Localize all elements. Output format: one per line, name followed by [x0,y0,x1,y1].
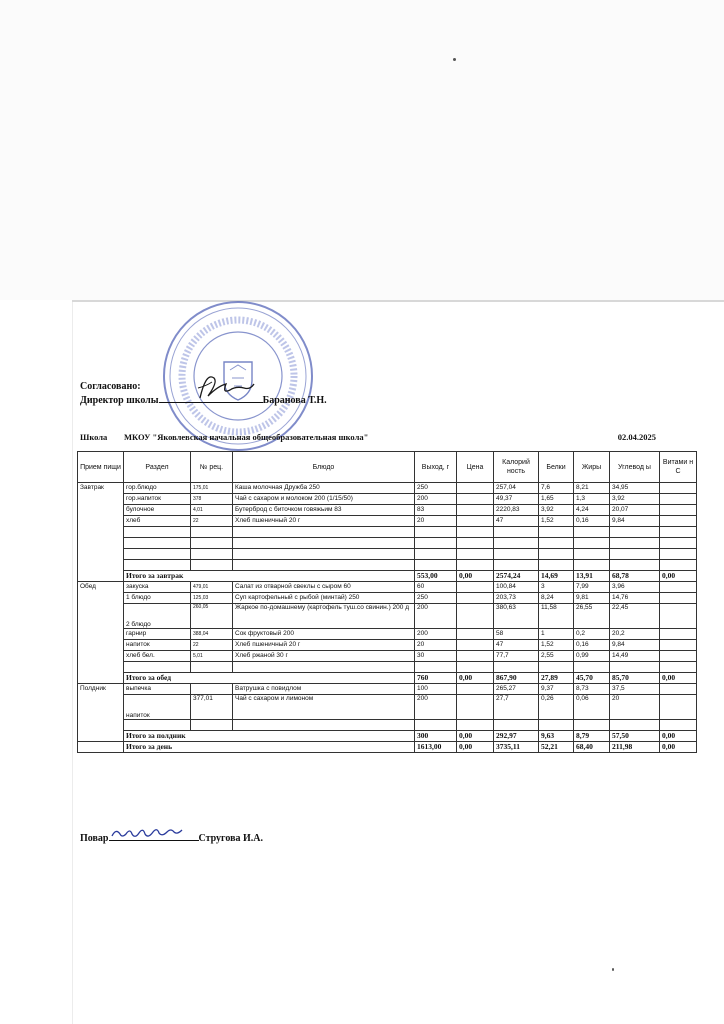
col-fats: Жиры [574,452,610,483]
cell-fats: 8,21 [574,483,610,494]
cell-carbs: 3,92 [610,494,660,505]
cell-output: 200 [415,604,457,629]
total-price: 0,00 [457,731,494,742]
cell-proteins: 2,55 [539,651,574,662]
empty-row [78,560,697,571]
cell-fats: 9,81 [574,593,610,604]
cell-calories: 58 [494,629,539,640]
cell-section: 1 блюдо [124,593,191,604]
cell-dish: Хлеб ржаной 30 г [233,651,415,662]
cell-vitamin [660,604,697,629]
cell-carbs: 14,76 [610,593,660,604]
cell-output: 200 [415,629,457,640]
col-output: Выход, г [415,452,457,483]
total-label: Итого за обед [124,673,415,684]
col-calories: Калорий ность [494,452,539,483]
cell-vitamin [660,516,697,527]
cell-recipe: 260,05 [191,604,233,629]
school-name: МКОУ "Яковлевская начальная общеобразовательная школа" [124,432,369,442]
cell-calories: 2220,83 [494,505,539,516]
total-proteins: 14,69 [539,571,574,582]
col-recipe: № рец. [191,452,233,483]
col-proteins: Белки [539,452,574,483]
cell-proteins: 7,6 [539,483,574,494]
table-row [78,505,697,516]
cell-vitamin [660,684,697,695]
col-price: Цена [457,452,494,483]
cell-carbs: 20,2 [610,629,660,640]
total-fats: 68,40 [574,742,610,753]
cell-carbs: 9,84 [610,640,660,651]
total-output: 300 [415,731,457,742]
total-calories: 867,90 [494,673,539,684]
table-row [78,494,697,505]
meal-breakfast: Завтрак [78,483,124,582]
cell-vitamin [660,593,697,604]
cell-price [457,516,494,527]
total-carbs: 85,70 [610,673,660,684]
total-vitamin: 0,00 [660,731,697,742]
table-header-row [78,452,697,483]
total-label: Итого за день [124,742,415,753]
cell-output: 200 [415,695,457,720]
table-row [78,604,697,629]
total-proteins: 27,89 [539,673,574,684]
table-row [78,695,697,720]
cook-name: Стругова И.А. [198,833,263,844]
paper-edge [72,302,73,1024]
cell-calories: 257,04 [494,483,539,494]
cell-vitamin [660,640,697,651]
total-fats: 45,70 [574,673,610,684]
cook-signature-icon [106,822,198,844]
table-row [78,629,697,640]
cell-proteins: 11,58 [539,604,574,629]
cell-output: 20 [415,640,457,651]
cell-dish: Чай с сахаром и лимоном [233,695,415,720]
cell-dish: Ватрушка с повидлом [233,684,415,695]
cell-fats: 8,73 [574,684,610,695]
total-row-snack [78,731,697,742]
cell-vitamin [660,582,697,593]
cell-proteins: 9,37 [539,684,574,695]
cell-carbs: 20,07 [610,505,660,516]
cell-price [457,684,494,695]
empty-row [78,527,697,538]
total-carbs: 57,50 [610,731,660,742]
cell-calories: 203,73 [494,593,539,604]
total-price: 0,00 [457,673,494,684]
total-label: Итого за завтрак [124,571,415,582]
cell-dish: Чай с сахаром и молоком 200 (1/15/50) [233,494,415,505]
empty-row [78,538,697,549]
school-info-line [80,432,670,442]
table-row [78,640,697,651]
cell-section: напиток [124,695,191,720]
cell-carbs: 37,5 [610,684,660,695]
col-section: Раздел [124,452,191,483]
cell-output: 83 [415,505,457,516]
cell-proteins: 1,65 [539,494,574,505]
table-row [78,483,697,494]
menu-date: 02.04.2025 [617,432,656,442]
total-row-day [78,742,697,753]
cell-section: гарнир [124,629,191,640]
cell-price [457,640,494,651]
total-price: 0,00 [457,742,494,753]
table-row [78,582,697,593]
cell-output: 250 [415,483,457,494]
total-output: 1613,00 [415,742,457,753]
empty-row [78,549,697,560]
cell-dish: Сок фруктовый 200 [233,629,415,640]
cell-recipe: 479,01 [191,582,233,593]
total-row-breakfast [78,571,697,582]
cell-fats: 1,3 [574,494,610,505]
cell-section: хлеб бел. [124,651,191,662]
cell-dish: Суп картофельный с рыбой (минтай) 250 [233,593,415,604]
cell-dish: Жаркое по-домашнему (картофель туш.со свинин.) 200 д [233,604,415,629]
cell-section: хлеб [124,516,191,527]
cell-dish: Хлеб пшеничный 20 г [233,640,415,651]
cell-proteins: 1,52 [539,516,574,527]
total-calories: 292,97 [494,731,539,742]
cell-calories: 47 [494,640,539,651]
cell-dish: Салат из отварной свеклы с сыром 60 [233,582,415,593]
cell-recipe: 22 [191,516,233,527]
total-output: 760 [415,673,457,684]
total-calories: 2574,24 [494,571,539,582]
cell-section: напиток [124,640,191,651]
director-label: Директор школы [80,395,159,406]
cell-recipe: 125,03 [191,593,233,604]
empty-row [78,662,697,673]
cell-carbs: 3,96 [610,582,660,593]
cell-fats: 0,2 [574,629,610,640]
table-row [78,593,697,604]
total-output: 553,00 [415,571,457,582]
cell-section: 2 блюдо [124,604,191,629]
total-fats: 8,79 [574,731,610,742]
cell-recipe: 4,01 [191,505,233,516]
col-vitamin: Витами н С [660,452,697,483]
col-meal: Прием пищи [78,452,124,483]
director-name: Баранова Т.Н. [262,395,327,406]
meal-snack: Полдник [78,684,124,742]
cell-proteins: 3 [539,582,574,593]
cell-recipe: 377,01 [191,695,233,720]
cell-fats: 0,16 [574,640,610,651]
cell-price [457,582,494,593]
cell-price [457,651,494,662]
cell-fats: 0,16 [574,516,610,527]
scan-speck [453,58,456,61]
cell-vitamin [660,695,697,720]
table-row [78,516,697,527]
col-dish: Блюдо [233,452,415,483]
total-carbs: 211,98 [610,742,660,753]
cell-calories: 380,63 [494,604,539,629]
cell-dish: Хлеб пшеничный 20 г [233,516,415,527]
cell-recipe [191,684,233,695]
cell-dish: Бутерброд с биточком говяжьим 83 [233,505,415,516]
cell-fats: 0,06 [574,695,610,720]
cell-proteins: 0,26 [539,695,574,720]
cell-carbs: 34,95 [610,483,660,494]
total-fats: 13,91 [574,571,610,582]
cell-section: гор.блюдо [124,483,191,494]
cell-output: 60 [415,582,457,593]
total-proteins: 52,21 [539,742,574,753]
cell-carbs: 14,49 [610,651,660,662]
cell-carbs: 22,45 [610,604,660,629]
total-vitamin: 0,00 [660,571,697,582]
approval-heading: Согласовано: [80,381,141,392]
cell-proteins: 1 [539,629,574,640]
total-row-lunch [78,673,697,684]
cell-calories: 49,37 [494,494,539,505]
cell-calories: 265,27 [494,684,539,695]
cell-price [457,494,494,505]
cell-vitamin [660,505,697,516]
empty-row [78,720,697,731]
cell-output: 20 [415,516,457,527]
cell-section: булочное [124,505,191,516]
total-vitamin: 0,00 [660,673,697,684]
cell-price [457,629,494,640]
cell-price [457,695,494,720]
cell-recipe: 5,01 [191,651,233,662]
meal-lunch: Обед [78,582,124,684]
cell-output: 100 [415,684,457,695]
cell-output: 200 [415,494,457,505]
cell-carbs: 9,84 [610,516,660,527]
cell-fats: 0,99 [574,651,610,662]
cell-recipe: 175,01 [191,483,233,494]
table-row [78,684,697,695]
cell-fats: 4,24 [574,505,610,516]
cell-fats: 7,99 [574,582,610,593]
table-row [78,651,697,662]
total-carbs: 68,78 [610,571,660,582]
cell-calories: 100,84 [494,582,539,593]
cell-carbs: 20 [610,695,660,720]
scan-speck [612,968,614,971]
cell-output: 250 [415,593,457,604]
cell-recipe: 388,04 [191,629,233,640]
cell-vitamin [660,629,697,640]
col-carbs: Углевод ы [610,452,660,483]
cell-section: закуска [124,582,191,593]
cell-calories: 77,7 [494,651,539,662]
cell-output: 30 [415,651,457,662]
cook-label: Повар [80,833,109,844]
total-label: Итого за полдник [124,731,415,742]
cell-proteins: 8,24 [539,593,574,604]
total-price: 0,00 [457,571,494,582]
director-signature-icon [188,368,258,406]
cell-calories: 27,7 [494,695,539,720]
cell-price [457,483,494,494]
blank-page-area [0,0,724,300]
total-proteins: 9,63 [539,731,574,742]
cell-recipe: 22 [191,640,233,651]
cell-vitamin [660,651,697,662]
cell-vitamin [660,494,697,505]
menu-table [77,451,697,753]
cell-price [457,593,494,604]
cell-proteins: 3,92 [539,505,574,516]
cell-section: гор.напиток [124,494,191,505]
cell-proteins: 1,52 [539,640,574,651]
cell-price [457,604,494,629]
cell-calories: 47 [494,516,539,527]
cell-price [457,505,494,516]
cell-vitamin [660,483,697,494]
school-label: Школа [80,432,108,442]
cell-recipe: 378 [191,494,233,505]
cell-fats: 26,55 [574,604,610,629]
total-vitamin: 0,00 [660,742,697,753]
cell-dish: Каша молочная Дружба 250 [233,483,415,494]
total-calories: 3735,11 [494,742,539,753]
cell-section: выпечка [124,684,191,695]
